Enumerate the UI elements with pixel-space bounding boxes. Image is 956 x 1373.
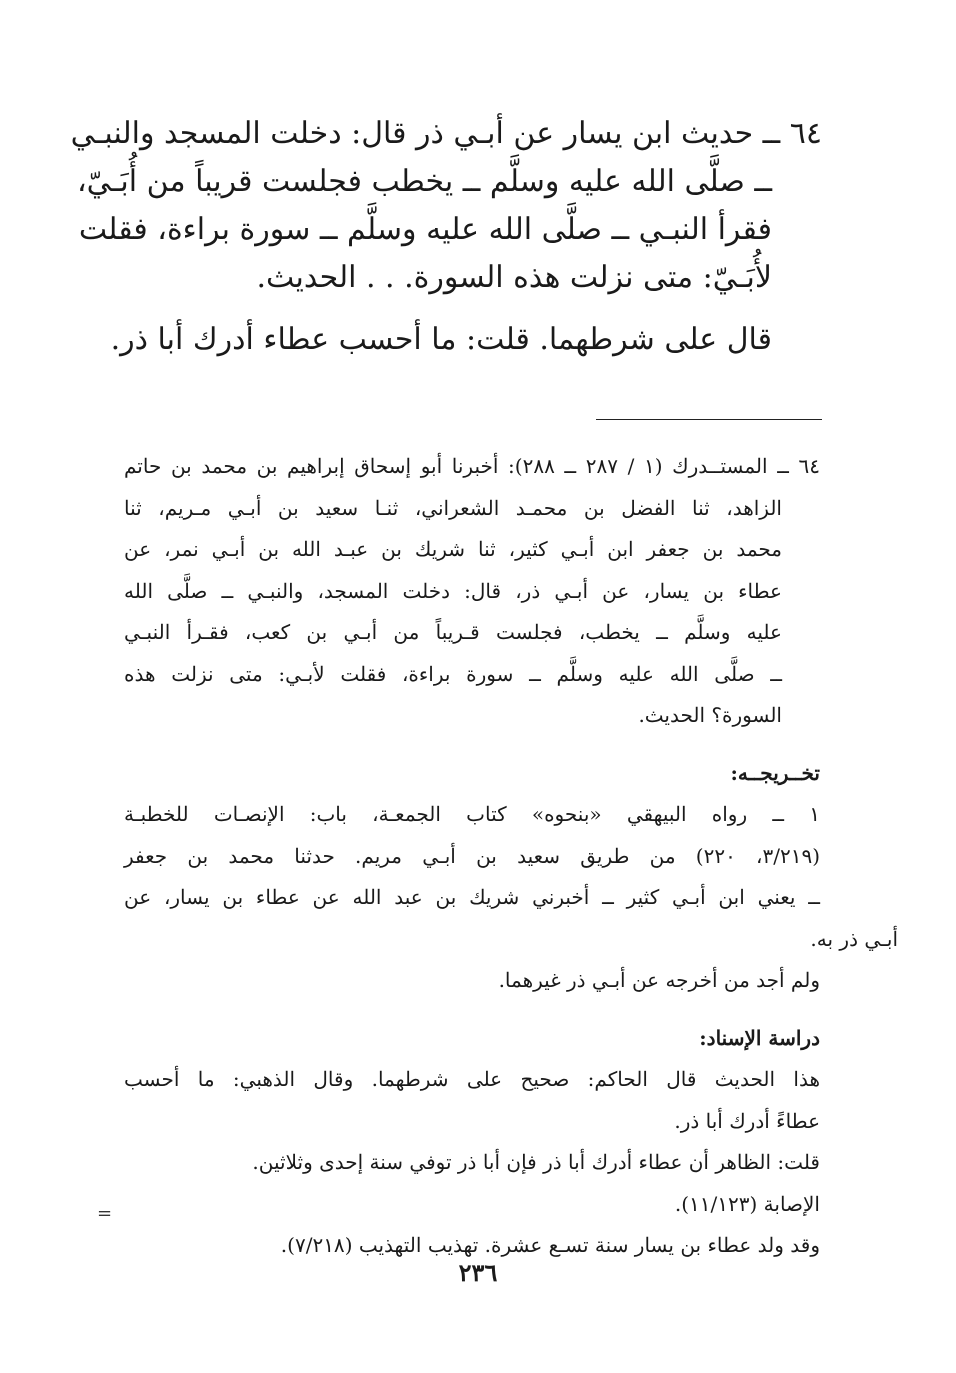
spacer [124, 737, 820, 753]
takhrij-line: (٣/٢١٩، ٢٢٠) من طريق سعيد بن أبـي مريم. حدثنا محمد بن جعفر [124, 843, 821, 868]
dirasa-line: الإصابة (١١/١٢٣). [674, 1191, 820, 1216]
footnote-line-text: عطاء بن يسار، عن أبـي ذر، قال: دخلت المسجد، والنبـي ــ صلَّى الله [124, 578, 782, 603]
footnote-line-text: محمد بن جعفر ابن أبـي كثير، ثنا شريك بن عبـد الله بن أبـي نمر، عن [124, 537, 782, 561]
footnote-line-text: السورة؟ الحديث. [638, 703, 782, 727]
page-number: ٢٣٦ [458, 1258, 498, 1287]
hadith-line-text: فقرأ النبـي ــ صلَّى الله عليه وسلَّم ــ سورة براءة، فقلت [78, 212, 772, 247]
continuation-mark: = [97, 1203, 113, 1224]
takhrij-line-text: أبـي ذر به. [810, 926, 898, 951]
hadith-line [122, 254, 822, 302]
footnote-line: ٦٤ ــ المستــدرك (١ / ٢٨٧ ــ ٢٨٨): أخبرنا أبو إسحاق إبراهيم بن محمد بن حاتم [124, 454, 821, 478]
footnote-line [124, 529, 820, 571]
dirasa-line: عطاءً أدرك أبا ذر. [674, 1108, 820, 1133]
footnote-separator [596, 419, 822, 420]
footnotes [124, 446, 898, 1267]
hadith-line-text: ــ صلَّى الله عليه وسلَّم ــ يخطب فجلست قريباً من أُبَـيّ، [76, 164, 772, 199]
footnote-line [124, 654, 820, 696]
footnote-line [124, 488, 820, 530]
hadith-line-text: لأُبَـيّ: متى نزلت هذه السورة. . . الحديث. [256, 260, 772, 295]
takhrij-line: ــ يعني ابن أبـي كثير ــ أخبرني شريك بن عبد الله عن عطاء بن يسار، عن [124, 885, 820, 909]
spacer [124, 1002, 820, 1018]
hadith-comment-text: قال على شرطهما. قلت: ما أحسب عطاء أدرك أبا ذر. [110, 322, 772, 357]
dirasa-line: وقد ولد عطاء بن يسار سنة تسـع عشرة. تهذيب التهذيب (٧/٢١٨). [280, 1233, 820, 1257]
dirasa-heading: دراسة الإسناد: [699, 1025, 820, 1050]
takhrij-heading: تخــريجــه: [730, 760, 820, 785]
footnote-line [124, 695, 820, 737]
footnote-line-text: الزاهد، ثنا الفضل بن محمـد الشعراني، ثنـا سعيد بن أبـي مـريم، ثنا [124, 495, 782, 520]
dirasa-line: هذا الحديث قال الحاكم: صحيح على شرطهما. وقال الذهبي: ما أحسب [124, 1067, 820, 1091]
footnote-line-text: عليه وسلَّم ــ يخطب، فجلست قـريباً من أبـي بن كعب، فقـرأ النبـي [124, 620, 782, 644]
dirasa-line: قلت: الظاهر أن عطاء أدرك أبا ذر فإن أبا ذر توفي سنة إحدى وثلاثين. [252, 1150, 820, 1174]
hadith-line [76, 158, 822, 206]
takhrij-note: ولم أجد من أخرجه عن أبـي ذر غيرهما. [498, 968, 820, 992]
hadith-line: ٦٤ ــ حديث ابن يسار عن أبـي ذر قال: دخلت المسجد والنبـي [70, 116, 822, 151]
takhrij-line: ١ ــ رواه البيهقي «بنحوه» كتاب الجمعـة، باب: الإنصـات للخطبـة [124, 802, 821, 826]
hadith-comment [110, 316, 822, 364]
hadith-line [78, 206, 822, 254]
footnote-line-text: ــ صلَّى الله عليه وسلَّم ــ سورة براءة، فقلت لأبـي: متى نزلت هذه [124, 661, 782, 686]
hadith-text [70, 110, 822, 364]
footnote-line [124, 571, 820, 613]
footnote-line [124, 612, 820, 654]
takhrij-line [124, 919, 898, 961]
